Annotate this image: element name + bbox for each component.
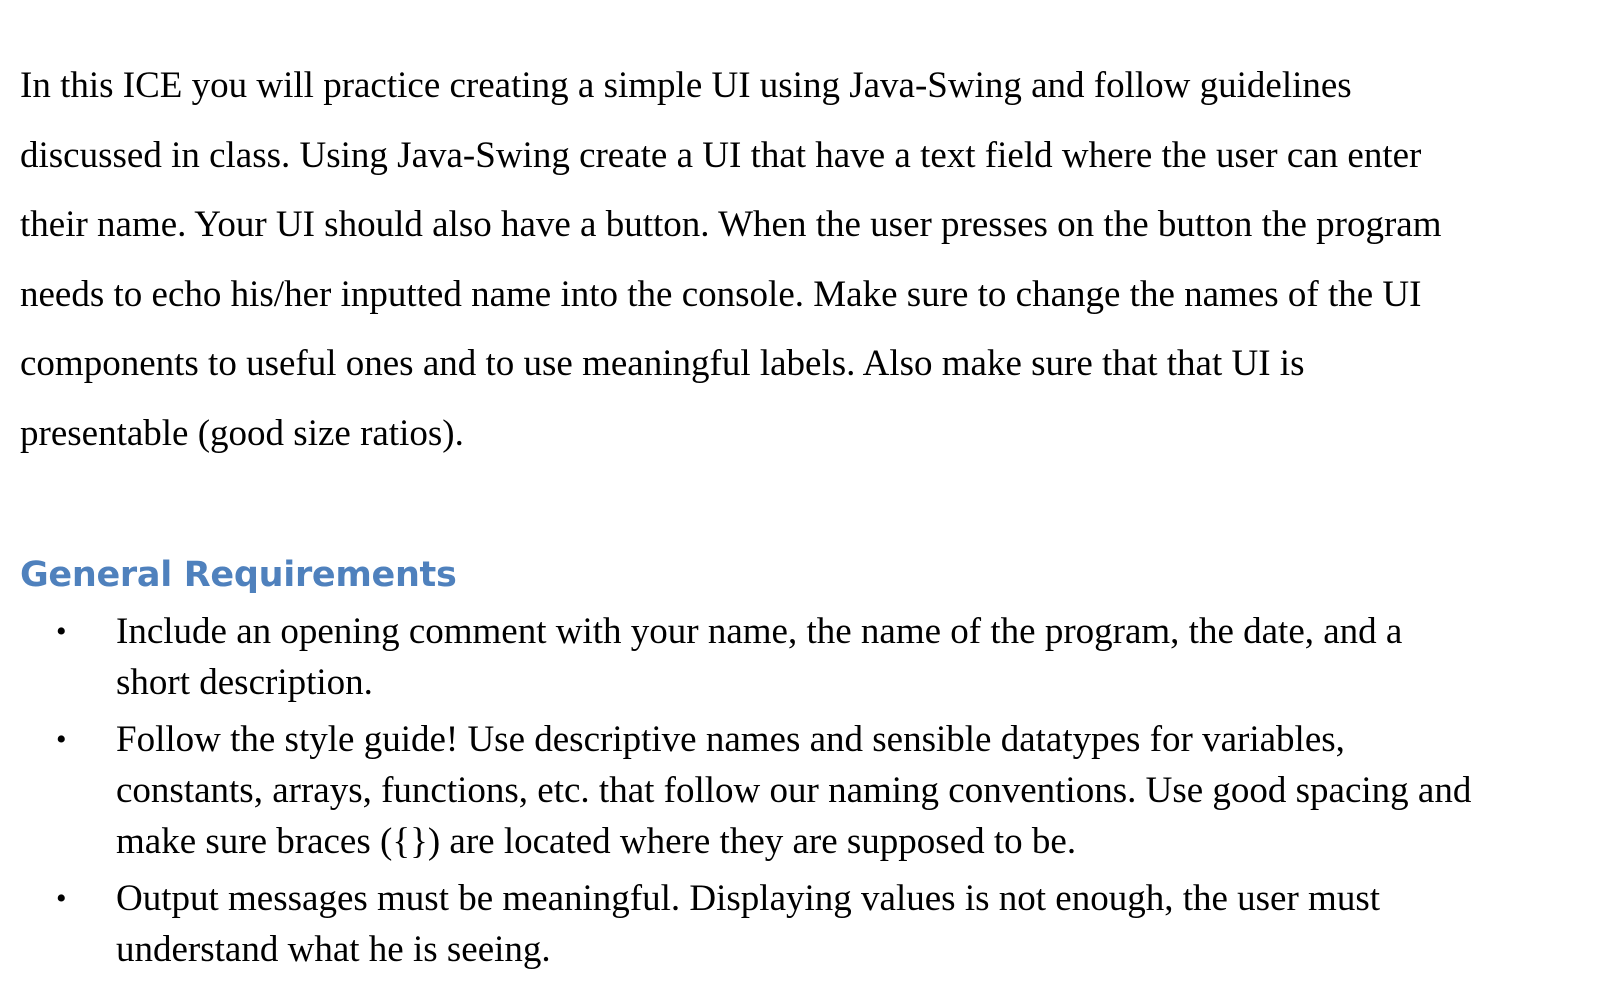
intro-paragraph — [20, 51, 1584, 468]
bullet-icon: • — [56, 882, 67, 915]
intro-line: presentable (good size ratios). — [20, 412, 464, 454]
list-item — [20, 873, 1584, 975]
bullet-icon: • — [56, 615, 67, 648]
list-item — [20, 714, 1584, 867]
list-item-line: constants, arrays, functions, etc. that follow our naming conventions. Use good spacing and — [116, 770, 1472, 811]
intro-line: discussed in class. Using Java-Swing create a UI that have a text field where the user can enter — [20, 134, 1422, 176]
intro-line: components to useful ones and to use meaningful labels. Also make sure that that UI is — [20, 343, 1305, 384]
intro-line: needs to echo his/her inputted name into the console. Make sure to change the names of the UI — [20, 273, 1422, 315]
list-item-line: make sure braces ({}) are located where they are supposed to be. — [116, 821, 1077, 862]
list-item-line: understand what he is seeing. — [116, 929, 551, 970]
list-item-line: Include an opening comment with your name, the name of the program, the date, and a — [116, 611, 1403, 652]
intro-line: their name. Your UI should also have a button. When the user presses on the button the program — [20, 204, 1442, 245]
bullet-icon: • — [56, 723, 67, 756]
intro-line: In this ICE you will practice creating a simple UI using Java-Swing and follow guidelines — [20, 65, 1352, 106]
requirements-list — [20, 606, 1584, 975]
section-heading: General Requirements — [20, 555, 457, 595]
list-item-line: short description. — [116, 662, 373, 703]
list-item-line: Output messages must be meaningful. Displaying values is not enough, the user must — [116, 878, 1380, 919]
list-item-line: Follow the style guide! Use descriptive names and sensible datatypes for variables, — [116, 719, 1345, 760]
list-item — [20, 606, 1584, 708]
